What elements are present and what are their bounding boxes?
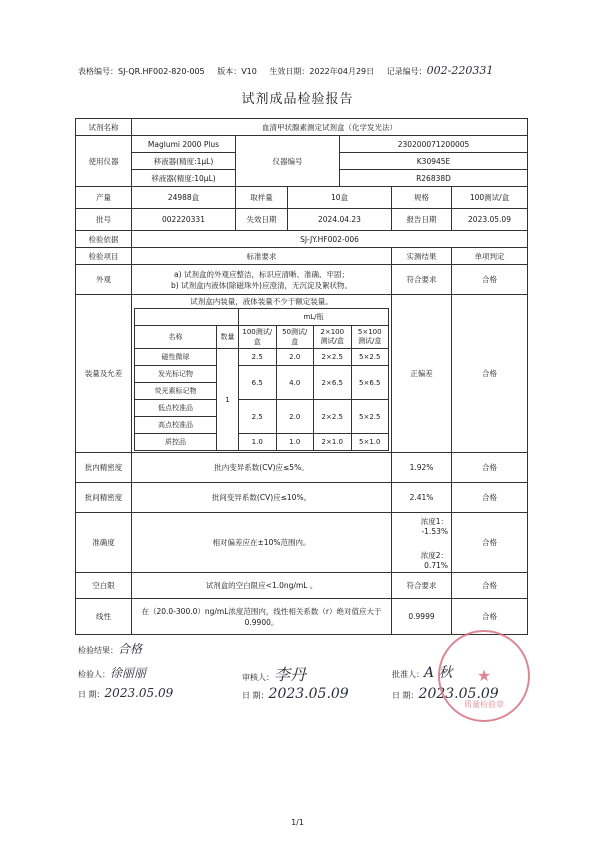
- accuracy-row: 准确度 相对偏差应在±10%范围内。 浓度1： -1.53% 浓度2： 0.71% 合格: [76, 513, 528, 573]
- approver: 批准人：A 秋: [392, 665, 453, 681]
- table-row: 磁性微球 1 2.5 2.0 2×2.5 5×2.5: [135, 349, 389, 366]
- batch-row: 批号 002220331 失效日期 2024.04.23 报告日期 2023.05.09: [76, 209, 528, 231]
- reagent-name: 血清甲状腺素测定试剂盒（化学发光法）: [132, 119, 528, 136]
- column-header-row: 检验项目 标准要求 实测结果 单项判定: [76, 248, 528, 265]
- reagent-name-row: 试剂名称 血清甲状腺素测定试剂盒（化学发光法）: [76, 119, 528, 136]
- within-run-precision-row: 批内精密度 批内变异系数(CV)应≤5%。 1.92% 合格: [76, 453, 528, 483]
- instrument-row-1: 使用仪器 Maglumi 2000 Plus 仪器编号 230200071200005: [76, 136, 528, 153]
- reviewer-signature: 李丹: [274, 665, 307, 684]
- instrument-row-3: 移液器(精度:10μL) R26838D: [76, 170, 528, 187]
- table-row: 高点校准品: [135, 417, 389, 434]
- document-header: [78, 64, 503, 77]
- between-run-precision-row: 批间精密度 批间变异系数(CV)应≤10%。 2.41% 合格: [76, 483, 528, 513]
- conclusion-handwritten: 合格: [118, 642, 143, 656]
- appearance-row: 外观 a) 试剂盒的外观应整洁，标识应清晰、准确、牢固； b) 试剂盒内液体(除磁珠外)应澄清，无沉淀及絮状物。 符合要求 合格: [76, 265, 528, 295]
- table-row: 发光标记物 6.5 4.0 2×6.5 5×6.5: [135, 366, 389, 383]
- table-row: 荧光素标记物: [135, 383, 389, 400]
- inspection-date: 日 期：2023.05.09: [78, 686, 174, 700]
- output-row: 产量 24988盒 取样量 10盒 规格 100测试/盒: [76, 187, 528, 209]
- report-title: 试剂成品检验报告: [241, 92, 354, 107]
- conclusion: 检验结果：合格: [78, 642, 143, 656]
- reviewer: 审核人：李丹: [242, 665, 307, 684]
- filling-row: 装量及允差 试剂盒内装量，液体装量不少于额定装量。 mL/瓶 名称 数量 100测试/盒 50测试/盒 2×100测试/盒 5×100测试/盒 磁性微球 1 2.5 2.0 2×2.5 5×2.5 发光标记物 6.5 4.0 2×6.5 5×6.5 荧光素标记物 低点校准品 2.5 2.0 2×2.5 5×2.5 高点校准品 质控品 1.0 1.0 2×1.0 5×1.0 正偏差 合格: [76, 295, 528, 453]
- quality-inspection-stamp: ★ 质量检验章: [438, 630, 530, 722]
- form-number: 表格编号：SJ-QR.HF002-820-005: [78, 67, 205, 76]
- star-icon: ★: [476, 666, 492, 685]
- table-row: 质控品 1.0 1.0 2×1.0 5×1.0: [135, 434, 389, 451]
- review-date-handwritten: 2023.05.09: [268, 686, 349, 702]
- effective-date: 生效日期：2022年04月29日: [269, 67, 375, 76]
- approver-signature: A 秋: [424, 665, 453, 681]
- record-number-label: 记录编号：: [386, 67, 427, 76]
- review-date: 日 期：2023.05.09: [242, 686, 349, 702]
- record-number-handwritten: 002-220331: [426, 64, 494, 77]
- page-number: 1/1: [291, 818, 304, 827]
- instrument-row-2: 移液器(精度:1μL) K30945E: [76, 153, 528, 170]
- inspector-signature: 徐丽丽: [110, 666, 147, 680]
- version: 版本：V10: [217, 67, 257, 76]
- inspection-table: [75, 118, 528, 635]
- table-row: 低点校准品 2.5 2.0 2×2.5 5×2.5: [135, 400, 389, 417]
- basis-row: 检验依据 SJ-JY.HF002-006: [76, 231, 528, 248]
- inspector: 检验人：徐丽丽: [78, 666, 147, 680]
- filling-volume-table: mL/瓶 名称 数量 100测试/盒 50测试/盒 2×100测试/盒 5×100测试/盒 磁性微球 1 2.5 2.0 2×2.5 5×2.5 发光标记物 6.5 4.0 2×6.5 5×6.5 荧光素标记物 低点校准品 2.5 2.0 2×2.5 5×2.5 高点校准品 质控品 1.0 1.0 2×1.0 5×1.0: [134, 308, 389, 451]
- linearity-row: 线性 在（20.0-300.0）ng/mL浓度范围内，线性相关系数（r）绝对值应大于0.9900。 0.9999 合格: [76, 599, 528, 635]
- approval-date-handwritten: 2023.05.09: [418, 686, 499, 702]
- approval-date: 日 期：2023.05.09: [392, 686, 499, 702]
- blank-limit-row: 空白限 试剂盒的空白限应<1.0ng/mL 。 符合要求 合格: [76, 573, 528, 599]
- inspection-date-handwritten: 2023.05.09: [104, 686, 174, 700]
